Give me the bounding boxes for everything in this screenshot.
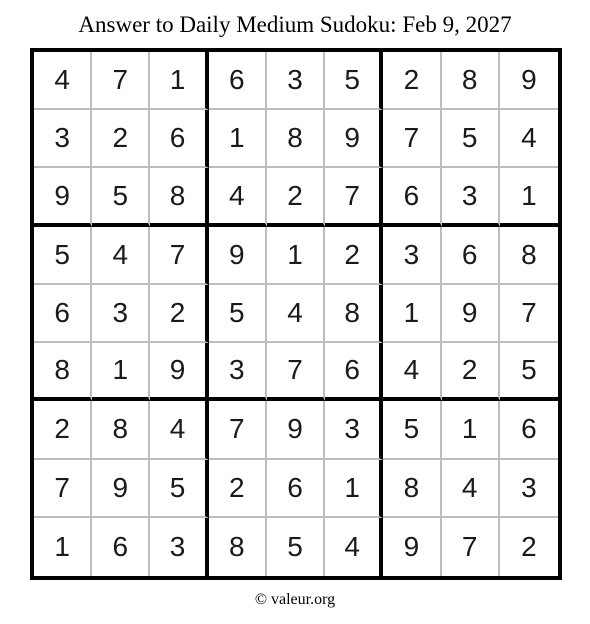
sudoku-cell: 8 bbox=[383, 460, 441, 518]
sudoku-cell: 1 bbox=[150, 52, 208, 110]
sudoku-cell: 9 bbox=[92, 460, 150, 518]
sudoku-cell: 3 bbox=[209, 343, 267, 401]
sudoku-cell: 6 bbox=[500, 401, 558, 459]
sudoku-cell: 7 bbox=[267, 343, 325, 401]
sudoku-cell: 2 bbox=[209, 460, 267, 518]
sudoku-cell: 6 bbox=[383, 168, 441, 226]
sudoku-cell: 8 bbox=[150, 168, 208, 226]
sudoku-cell: 6 bbox=[150, 110, 208, 168]
sudoku-cell: 1 bbox=[325, 460, 383, 518]
sudoku-cell: 9 bbox=[34, 168, 92, 226]
copyright-footer: © valeur.org bbox=[254, 591, 336, 608]
sudoku-cell: 1 bbox=[383, 285, 441, 343]
sudoku-cell: 5 bbox=[209, 285, 267, 343]
sudoku-board bbox=[30, 48, 562, 580]
sudoku-cell: 3 bbox=[325, 401, 383, 459]
sudoku-cell: 4 bbox=[150, 401, 208, 459]
sudoku-cell: 5 bbox=[325, 52, 383, 110]
sudoku-cell: 2 bbox=[267, 168, 325, 226]
sudoku-cell: 4 bbox=[442, 460, 500, 518]
sudoku-cell: 7 bbox=[500, 285, 558, 343]
sudoku-cell: 6 bbox=[267, 460, 325, 518]
sudoku-cell: 9 bbox=[209, 227, 267, 285]
sudoku-cell: 9 bbox=[267, 401, 325, 459]
sudoku-cell: 2 bbox=[34, 401, 92, 459]
sudoku-cell: 4 bbox=[92, 227, 150, 285]
sudoku-cell: 4 bbox=[209, 168, 267, 226]
sudoku-cell: 4 bbox=[267, 285, 325, 343]
sudoku-cell: 9 bbox=[325, 110, 383, 168]
sudoku-cell: 9 bbox=[383, 518, 441, 576]
sudoku-cell: 2 bbox=[325, 227, 383, 285]
sudoku-cell: 3 bbox=[92, 285, 150, 343]
sudoku-cell: 9 bbox=[500, 52, 558, 110]
sudoku-cell: 7 bbox=[34, 460, 92, 518]
sudoku-cell: 6 bbox=[34, 285, 92, 343]
sudoku-cell: 1 bbox=[442, 401, 500, 459]
sudoku-cell: 2 bbox=[383, 52, 441, 110]
sudoku-cell: 9 bbox=[150, 343, 208, 401]
sudoku-cell: 1 bbox=[500, 168, 558, 226]
sudoku-cell: 3 bbox=[267, 52, 325, 110]
sudoku-cell: 4 bbox=[383, 343, 441, 401]
sudoku-cell: 2 bbox=[442, 343, 500, 401]
sudoku-cell: 6 bbox=[442, 227, 500, 285]
sudoku-cell: 8 bbox=[442, 52, 500, 110]
sudoku-cell: 7 bbox=[442, 518, 500, 576]
sudoku-cell: 5 bbox=[150, 460, 208, 518]
sudoku-cell: 5 bbox=[500, 343, 558, 401]
sudoku-cell: 3 bbox=[150, 518, 208, 576]
sudoku-cell: 8 bbox=[500, 227, 558, 285]
sudoku-cell: 8 bbox=[34, 343, 92, 401]
sudoku-cell: 4 bbox=[34, 52, 92, 110]
sudoku-cell: 7 bbox=[325, 168, 383, 226]
sudoku-cell: 1 bbox=[92, 343, 150, 401]
sudoku-cell: 8 bbox=[92, 401, 150, 459]
sudoku-cell: 8 bbox=[325, 285, 383, 343]
sudoku-cell: 6 bbox=[209, 52, 267, 110]
sudoku-cell: 5 bbox=[383, 401, 441, 459]
sudoku-cell: 6 bbox=[92, 518, 150, 576]
sudoku-cell: 7 bbox=[150, 227, 208, 285]
sudoku-cell: 3 bbox=[442, 168, 500, 226]
sudoku-cell: 6 bbox=[325, 343, 383, 401]
sudoku-cell: 5 bbox=[267, 518, 325, 576]
sudoku-cell: 1 bbox=[34, 518, 92, 576]
sudoku-cell: 8 bbox=[209, 518, 267, 576]
sudoku-cell: 3 bbox=[500, 460, 558, 518]
puzzle-title: Answer to Daily Medium Sudoku: Feb 9, 2027 bbox=[78, 12, 512, 37]
sudoku-cell: 5 bbox=[442, 110, 500, 168]
sudoku-cell: 9 bbox=[442, 285, 500, 343]
sudoku-cell: 3 bbox=[383, 227, 441, 285]
sudoku-cell: 7 bbox=[383, 110, 441, 168]
sudoku-cell: 4 bbox=[325, 518, 383, 576]
sudoku-cell: 2 bbox=[150, 285, 208, 343]
sudoku-cell: 8 bbox=[267, 110, 325, 168]
sudoku-cell: 1 bbox=[267, 227, 325, 285]
sudoku-cell: 4 bbox=[500, 110, 558, 168]
sudoku-cell: 7 bbox=[92, 52, 150, 110]
sudoku-cell: 5 bbox=[34, 227, 92, 285]
sudoku-cell: 1 bbox=[209, 110, 267, 168]
sudoku-cell: 2 bbox=[92, 110, 150, 168]
sudoku-cell: 5 bbox=[92, 168, 150, 226]
sudoku-cell: 7 bbox=[209, 401, 267, 459]
sudoku-cell: 2 bbox=[521, 530, 537, 562]
sudoku-cell: 3 bbox=[34, 110, 92, 168]
